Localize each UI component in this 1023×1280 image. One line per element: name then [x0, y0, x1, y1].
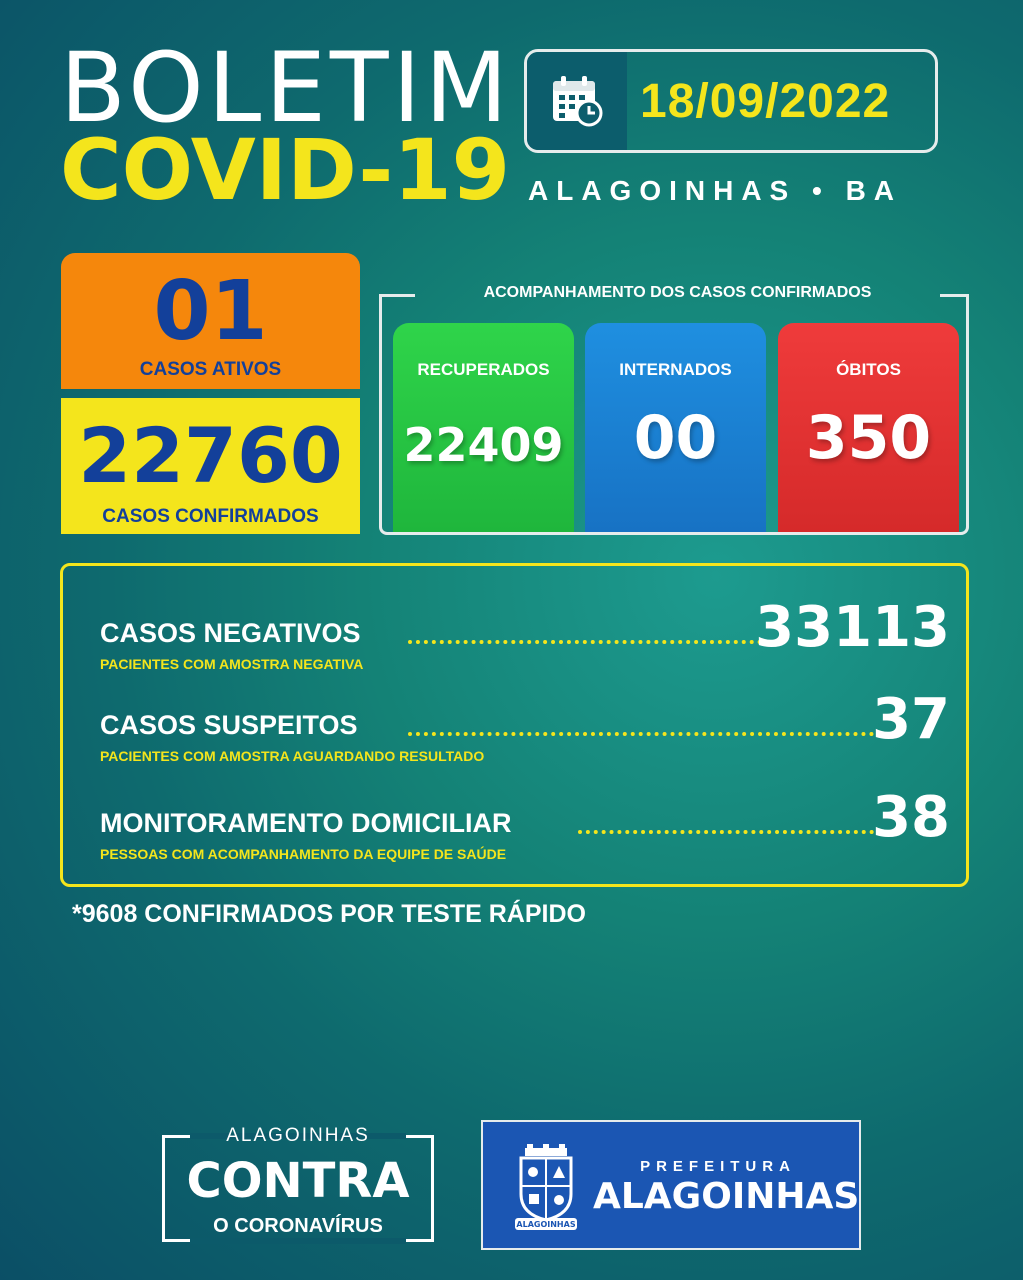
crest-ribbon-text: ALAGOINHAS	[516, 1220, 576, 1229]
suspect-cases-heading: CASOS SUSPEITOS	[100, 710, 358, 740]
suspect-cases-caption: PACIENTES COM AMOSTRA AGUARDANDO RESULTADO	[100, 748, 485, 764]
home-monitoring-caption: PESSOAS COM ACOMPANHAMENTO DA EQUIPE DE SAÚDE	[100, 846, 507, 862]
negative-cases-caption: PACIENTES COM AMOSTRA NEGATIVA	[100, 656, 364, 672]
campaign-logo	[162, 1125, 434, 1242]
leader-dots	[578, 830, 874, 834]
home-monitoring-heading: MONITORAMENTO DOMICILIAR	[100, 808, 512, 838]
deaths-card	[778, 323, 959, 532]
hospitalized-label: INTERNADOS	[619, 360, 732, 379]
deaths-label: ÓBITOS	[836, 360, 901, 379]
title-covid: COVID-19	[60, 121, 511, 219]
prefeitura-line2: ALAGOINHAS	[593, 1176, 860, 1217]
rapid-test-note: *9608 CONFIRMADOS POR TESTE RÁPIDO	[72, 900, 586, 928]
confirmed-cases-card	[61, 398, 360, 534]
suspect-cases-value: 37	[872, 687, 950, 752]
home-monitoring-value: 38	[872, 785, 950, 850]
leader-dots	[408, 732, 874, 736]
recovered-value: 22409	[403, 418, 564, 472]
hospitalized-value: 00	[633, 403, 718, 473]
negative-cases-row	[100, 595, 950, 672]
prefeitura-logo	[481, 1120, 861, 1250]
negative-cases-value: 33113	[755, 595, 950, 660]
leader-dots	[408, 640, 778, 644]
followup-title: ACOMPANHAMENTO DOS CASOS CONFIRMADOS	[483, 284, 872, 301]
campaign-line3: O CORONAVÍRUS	[213, 1215, 383, 1237]
recovered-label: RECUPERADOS	[417, 360, 550, 379]
confirmed-cases-value: 22760	[78, 411, 343, 500]
campaign-line2: CONTRA	[186, 1153, 410, 1209]
followup-frame-edge	[940, 294, 969, 297]
deaths-value: 350	[805, 403, 932, 473]
active-cases-value: 01	[153, 264, 268, 359]
city-crest-icon	[513, 1144, 579, 1237]
calendar-icon	[527, 52, 627, 150]
city-label: ALAGOINHAS • BA	[528, 175, 903, 206]
hospitalized-card	[585, 323, 766, 532]
active-cases-card	[61, 253, 360, 389]
active-cases-label: CASOS ATIVOS	[139, 359, 282, 380]
negative-cases-heading: CASOS NEGATIVOS	[100, 618, 361, 648]
campaign-line1: ALAGOINHAS	[226, 1125, 370, 1146]
home-monitoring-row	[100, 785, 950, 862]
followup-frame-edge	[379, 294, 415, 297]
prefeitura-line1: PREFEITURA	[640, 1158, 796, 1175]
date-text: 18/09/2022	[640, 75, 891, 128]
confirmed-cases-label: CASOS CONFIRMADOS	[102, 506, 319, 527]
recovered-card	[393, 323, 574, 532]
title-boletim: BOLETIM	[60, 32, 512, 144]
suspect-cases-row	[100, 687, 950, 764]
